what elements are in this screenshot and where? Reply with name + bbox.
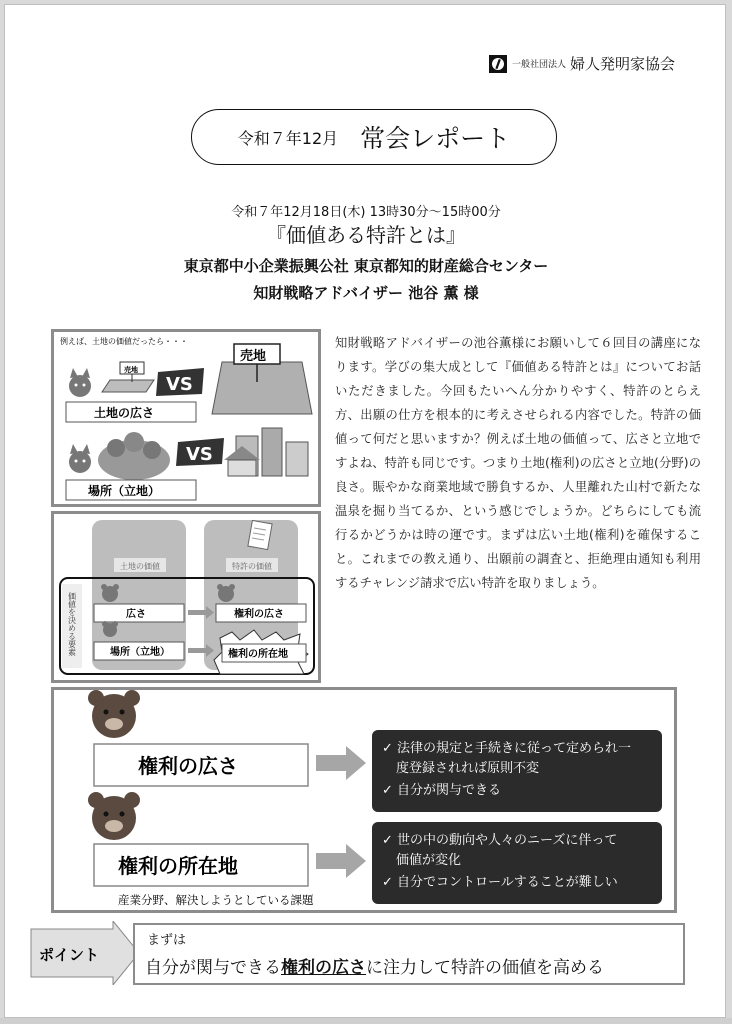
org-prefix: 一般社団法人 [511, 60, 566, 70]
bear-icon [88, 690, 140, 738]
point-callout [29, 921, 689, 991]
right-location-line1: ✓ 世の中の動向や人々のニーズに伴って [382, 833, 618, 848]
land-value-label: 土地の価値 [120, 562, 160, 571]
event-topic: 『価値ある特許とは』 [266, 223, 466, 247]
point-label: ポイント [39, 946, 100, 964]
right-location-line3: ✓ 自分でコントロールすることが難しい [382, 875, 618, 890]
bear-icon-2 [88, 792, 140, 840]
document-icon [248, 520, 272, 549]
patent-value-figure [51, 511, 321, 683]
cat-icon-2 [69, 444, 91, 473]
patent-value-label: 特許の価値 [232, 562, 272, 571]
area-label: 土地の広さ [94, 406, 155, 420]
report-title-main: 常会レポート [360, 124, 511, 153]
point-subtitle: まずは [147, 933, 187, 948]
right-scope-line1: ✓ 法律の規定と手続きに従って定められ一 [382, 741, 632, 756]
report-title-date: 令和７年12月 [237, 128, 339, 148]
event-speaker: 知財戦略アドバイザー 池谷 薫 様 [253, 284, 479, 302]
vs-text-top: VS [166, 374, 193, 395]
point-message [145, 953, 604, 978]
rights-comparison-figure [51, 687, 677, 913]
body-text: 知財戦略アドバイザーの池谷薫様にお願いして６回目の講座になります。学びの集大成として『価値ある特許とは』についてお話いただきました。今回もたいへん分かりやすく、特許のとらえ方、出願の仕方を根本的に考えさせられる内容でした。特許の価値って何だと思いますか？例えば土地の価値って、広さと立地ですよね、特許も同じです。つまり土地(権利)の広さと立地(分野)の良さ。賑やかな商業地域で勝負するか、人里離れた山村で新たな温泉を掘り当てるか、という感じでしょうか。どちらにしても流行るかどうかは時の運です。まずは広い土地(権利)を確保すること。これまでの教え通り、出願前の調査と、拒絶理由通知も利用するチャレンジ請求で広い特許を取りましょう。 [335, 336, 701, 590]
right-hirosa-label: 権利の広さ [234, 609, 284, 620]
right-scope-label: 権利の広さ [138, 754, 238, 778]
point-message-box [133, 923, 685, 985]
hirosa-label: 広さ [126, 609, 146, 620]
arrow-right-icon-large-2 [316, 844, 366, 878]
report-page [4, 4, 726, 1018]
large-sign-text: 売地 [240, 349, 267, 364]
city-buildings-icon [224, 428, 308, 476]
cat-icon [69, 368, 91, 397]
right-location-caption: 産業分野、解決しようとしている課題 [118, 893, 314, 907]
right-scope-line3: ✓ 自分が関与できる [382, 783, 502, 798]
org-logo-icon [488, 54, 508, 74]
right-location-label: 権利の所在地 [118, 854, 238, 878]
land-figure-caption: 例えば、土地の価値だったら・・・ [60, 337, 188, 346]
small-sign-text: 売地 [124, 366, 138, 374]
mountain-forest-icon [98, 432, 170, 480]
right-location-line2: 価値が変化 [396, 853, 462, 868]
right-scope-line2: 度登録されれば原則不変 [396, 761, 540, 776]
place-label-2: 場所（立地） [110, 647, 170, 658]
land-value-figure [51, 329, 321, 507]
point-message-emphasis: 権利の広さ [281, 958, 366, 978]
event-organization: 東京都中小企業振興公社 東京都知的財産総合センター [183, 257, 549, 275]
point-arrow-badge [29, 921, 141, 985]
arrow-right-icon-large [316, 746, 366, 780]
point-message-after: に注力して特許の価値を高める [366, 958, 604, 978]
side-label: 価値を決める要素 [67, 592, 77, 656]
organization-header [488, 53, 675, 74]
point-message-before: 自分が関与できる [145, 958, 281, 978]
bottom-edge [0, 1018, 732, 1024]
right-place-label: 権利の所在地 [228, 649, 288, 660]
event-datetime: 令和７年12月18日(木) 13時30分～15時00分 [231, 205, 501, 220]
report-title [191, 109, 557, 165]
vs-text-bottom: VS [186, 444, 213, 465]
org-name: 婦人発明家協会 [569, 55, 675, 73]
place-label: 場所（立地） [88, 484, 161, 498]
